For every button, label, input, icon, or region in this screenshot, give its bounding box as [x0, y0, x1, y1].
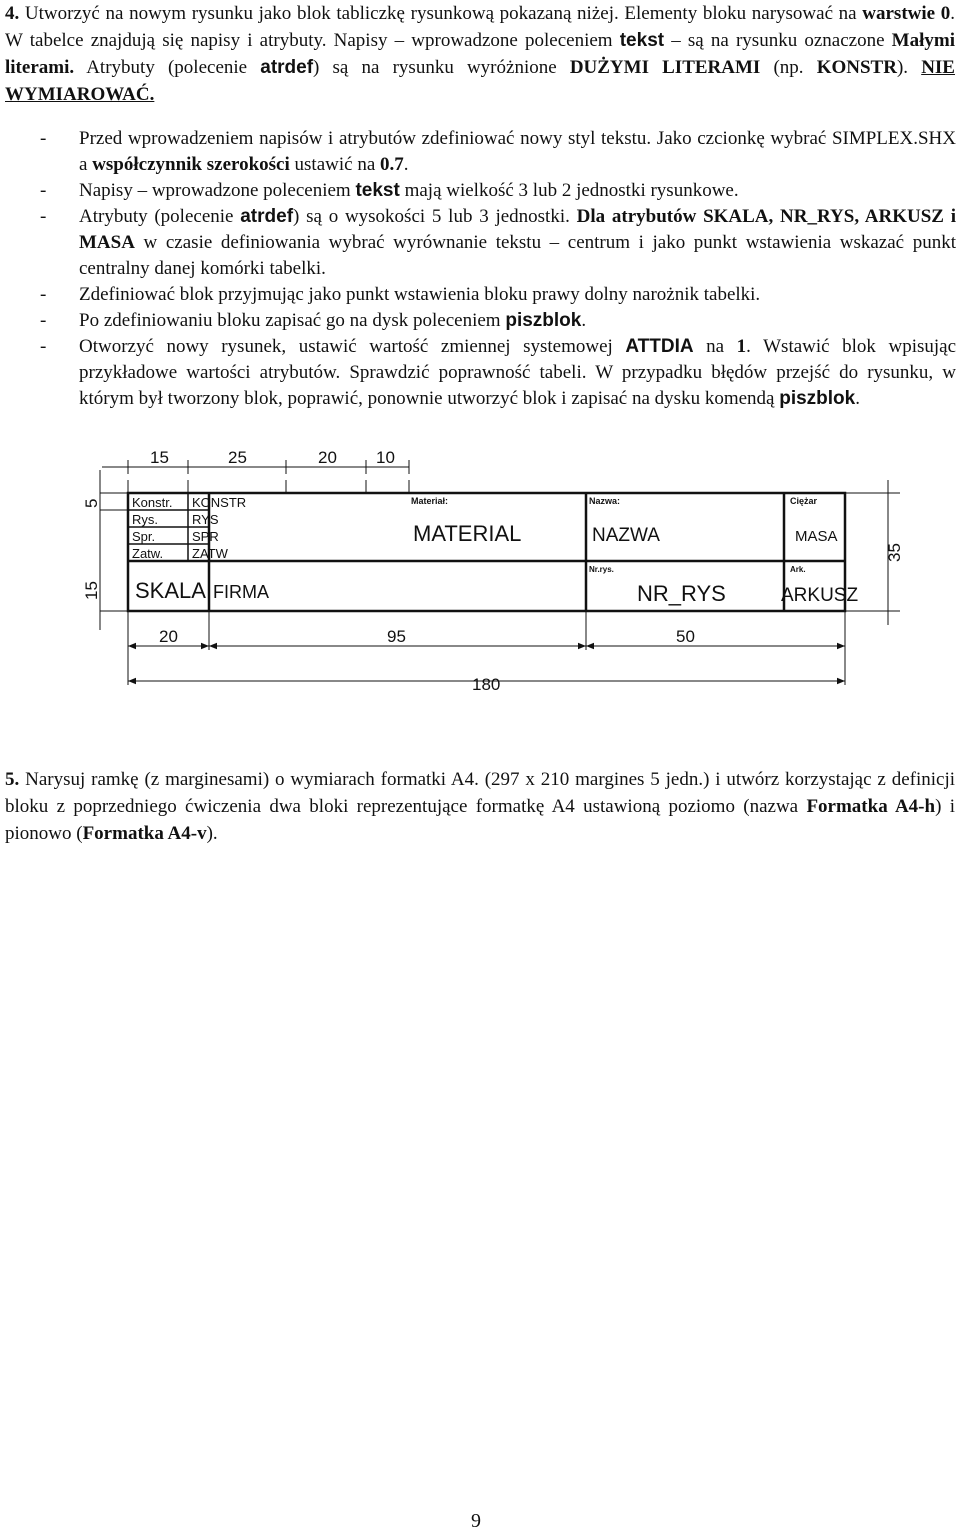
task-5-paragraph [5, 766, 955, 847]
list-item-text: Przed wprowadzeniem napisów i atrybutów zdefiniować nowy styl tekstu. Jako czcionkę wybrać SIMPLEX.SHX a [79, 128, 956, 175]
list-dash: - [40, 206, 47, 227]
block-name-vertical: Formatka A4-v [82, 823, 207, 844]
dimension-bottom-20: 20 [159, 627, 178, 646]
list-dash: - [40, 180, 47, 201]
attribute-material: MATERIAL [413, 521, 522, 546]
task-4-emphasis: Małymi literami. [5, 30, 955, 78]
command-atrdef: atrdef [240, 206, 294, 227]
list-dash: - [40, 336, 47, 357]
list-item-text: ) są o wysokości 5 lub 3 jednostki. [293, 206, 577, 227]
dimension-total-180: 180 [472, 675, 501, 694]
label-rys: Rys. [132, 512, 158, 527]
dimension-top-20: 20 [318, 448, 337, 467]
list-dash: - [40, 128, 47, 149]
list-item-text: na [693, 336, 737, 357]
attribute-nr-rys: NR_RYS [637, 581, 726, 606]
task-4-paragraph [5, 0, 955, 108]
task-4-text: . W tabelce znajdują się napisy i atrybuty. Napisy – wprowadzone poleceniem [5, 3, 955, 51]
list-item-text: Po zdefiniowaniu bloku zapisać go na dysk poleceniem [79, 310, 506, 331]
task-5-number: 5. [5, 769, 20, 790]
task-4-number: 4. [5, 3, 20, 24]
list-item-text: ustawić na [289, 154, 381, 175]
instruction-list [40, 126, 956, 412]
command-tekst: tekst [619, 30, 665, 51]
attribute-firma: FIRMA [213, 582, 269, 602]
dimension-bottom-95: 95 [387, 627, 406, 646]
attribute-rys: RYS [192, 512, 219, 527]
label-konstr: Konstr. [132, 495, 173, 510]
dimension-right-35: 35 [885, 543, 904, 562]
task-4-text: (np. [760, 57, 817, 78]
list-item [40, 308, 956, 334]
list-item-text: Zdefiniować blok przyjmując jako punkt wstawienia bloku prawy dolny narożnik tabelki. [79, 284, 761, 305]
task-4-text: ). [896, 57, 922, 78]
command-piszblok: piszblok [505, 310, 582, 331]
list-item-emphasis: współczynnik szerokości [92, 154, 290, 175]
attribute-nazwa: NAZWA [592, 525, 660, 546]
list-item-text: . [855, 388, 860, 409]
command-tekst: tekst [355, 180, 400, 201]
dimension-left-15: 15 [82, 581, 101, 600]
block-name-horizontal: Formatka A4-h [806, 796, 936, 817]
attribute-skala: SKALA [135, 578, 206, 603]
attribute-spr: SPR [192, 529, 219, 544]
list-item [40, 282, 956, 308]
label-nazwa: Nazwa: [589, 496, 621, 506]
task-4-warning: NIE WYMIAROWAĆ. [5, 57, 955, 105]
attribute-arkusz: ARKUSZ [781, 585, 859, 606]
list-dash: - [40, 310, 47, 331]
command-piszblok: piszblok [779, 388, 856, 409]
task-4-emphasis: DUŻYMI LITERAMI [569, 57, 761, 78]
command-attdia: ATTDIA [625, 336, 694, 357]
attribute-masa: MASA [795, 528, 838, 545]
list-item-text: . [403, 154, 409, 175]
list-item-emphasis: Dla atrybutów SKALA, NR_RYS, ARKUSZ i MASA [79, 206, 956, 253]
list-item-text: Napisy – wprowadzone poleceniem [79, 180, 356, 201]
task-4-text: – są na rysunku oznaczone [664, 30, 892, 51]
title-block-drawing [70, 440, 910, 710]
list-item-text: mają wielkość 3 lub 2 jednostki rysunkowe. [399, 180, 739, 201]
task-4-text: Atrybuty (polecenie [74, 57, 261, 78]
list-item-text: Atrybuty (polecenie [79, 206, 241, 227]
label-nr-rys: Nr.rys. [589, 565, 614, 574]
list-item-text: . Wstawić blok wpisując przykładowe wartości atrybutów. Sprawdzić poprawność tabeli. W przypadku błędów przejść do rysunku, w którym był tworzony blok, poprawić, ponownie utworzyć blok i zapisać na dysku komendą [79, 336, 957, 409]
list-item-emphasis: 0.7 [380, 154, 404, 175]
list-item [40, 334, 956, 412]
task-4-example: KONSTR [816, 57, 897, 78]
list-item [40, 178, 956, 204]
label-material: Materiał: [411, 496, 449, 506]
page-number: 9 [471, 1510, 481, 1532]
task-5-text: ). [206, 823, 218, 844]
dimension-top-10: 10 [376, 448, 395, 467]
task-5-text: ) i pionowo ( [5, 796, 956, 844]
label-spr: Spr. [132, 529, 156, 544]
list-item-text: Otworzyć nowy rysunek, ustawić wartość zmiennej systemowej [79, 336, 626, 357]
task-4-text: ) są na rysunku wyróżnione [313, 57, 570, 78]
dimension-left-5: 5 [82, 498, 101, 508]
task-4-layer: warstwie 0 [862, 3, 951, 24]
label-ark: Ark. [790, 565, 806, 574]
command-atrdef: atrdef [260, 57, 314, 78]
dimension-bottom-50: 50 [676, 627, 695, 646]
label-ciezar: Ciężar [790, 496, 818, 506]
list-item-text: w czasie definiowania wybrać wyrównanie tekstu – centrum i jako punkt wstawienia wskazać punkt centralny danej komórki tabelki. [79, 232, 956, 279]
list-item [40, 126, 956, 178]
list-item-emphasis: 1 [736, 336, 747, 357]
list-item-text: . [581, 310, 587, 331]
task-4-text: Utworzyć na nowym rysunku jako blok tabliczkę rysunkową pokazaną niżej. Elementy bloku narysować na [19, 3, 863, 24]
attribute-konstr: KONSTR [192, 495, 247, 510]
label-zatw: Zatw. [132, 546, 164, 561]
attribute-zatw: ZATW [192, 546, 228, 561]
dimension-top-15: 15 [150, 448, 169, 467]
dimension-top-25: 25 [228, 448, 247, 467]
list-dash: - [40, 284, 47, 305]
task-5-text: Narysuj ramkę (z marginesami) o wymiarach formatki A4. (297 x 210 margines 5 jedn.) i utwórz korzystając z definicji bloku z poprzedniego ćwiczenia dwa bloki reprezentujące formatkę A4 ustawioną poziomo (nazwa [5, 769, 955, 817]
list-item [40, 204, 956, 282]
